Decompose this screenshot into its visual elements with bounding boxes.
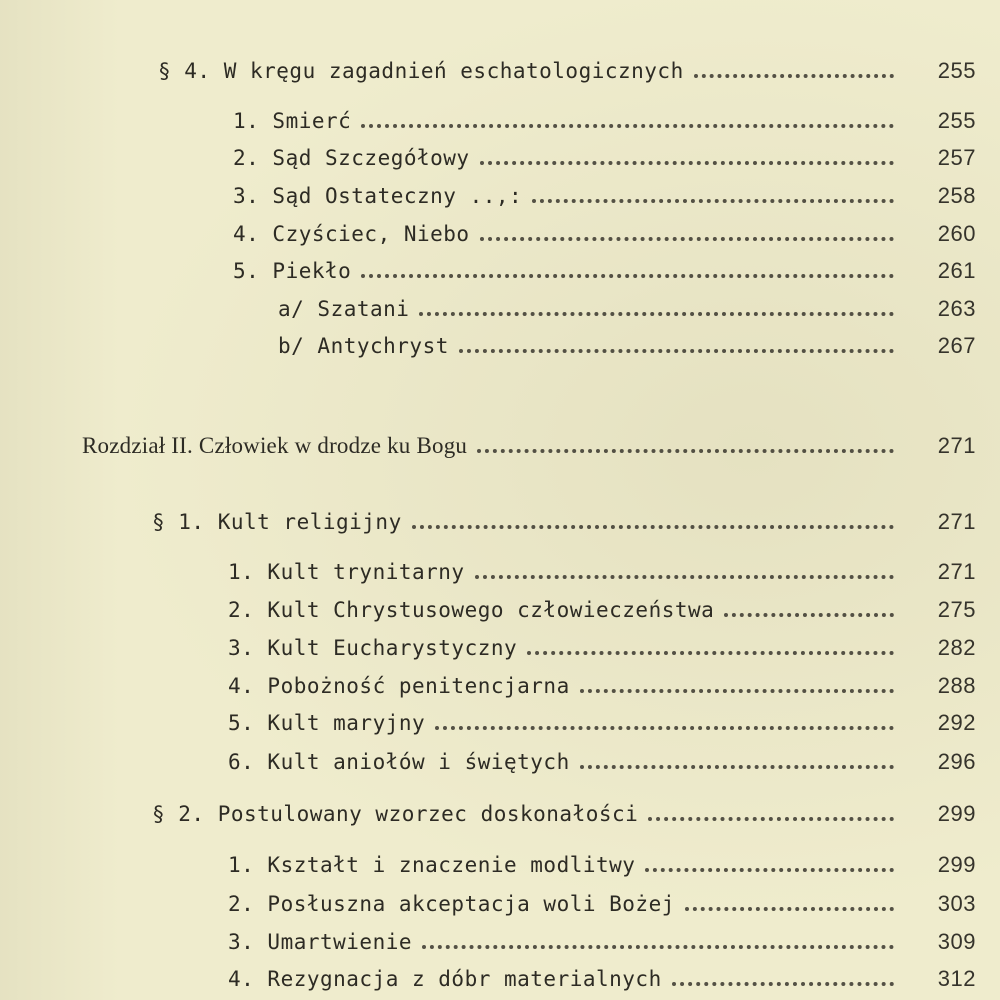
toc-entry-page: 288 <box>937 673 976 698</box>
toc-entry <box>228 745 976 779</box>
dot-leader <box>361 274 894 278</box>
toc-entry-page: 275 <box>937 597 976 622</box>
dot-leader <box>648 817 894 821</box>
toc-entry-page: 257 <box>937 145 976 170</box>
dot-leader <box>532 199 894 203</box>
toc-entry-chapter-2 <box>82 429 976 463</box>
toc-entry-page: 299 <box>937 852 976 877</box>
toc-entry-page: 303 <box>937 891 976 916</box>
toc-entry-page: 312 <box>937 966 976 991</box>
toc-entry-section-2 <box>152 797 976 831</box>
toc-entry-label: 4. Czyściec, Niebo <box>233 222 470 246</box>
toc-entry-page: 258 <box>937 183 976 208</box>
toc-entry-page: 271 <box>937 559 976 584</box>
toc-entry <box>228 706 976 740</box>
toc-entry-section-1 <box>152 505 976 539</box>
toc-entry <box>228 925 976 959</box>
toc-entry-label: 4. Pobożność penitencjarna <box>228 674 570 698</box>
toc-entry-page: 260 <box>937 221 976 246</box>
toc-entry-page: 271 <box>937 433 976 458</box>
dot-leader <box>480 237 894 241</box>
toc-entry-label: 6. Kult aniołów i świętych <box>228 750 570 774</box>
toc-entry-page: 255 <box>937 108 976 133</box>
toc-entry-page: 296 <box>937 749 976 774</box>
dot-leader <box>685 907 894 911</box>
dot-leader <box>480 161 894 165</box>
dot-leader <box>672 982 894 986</box>
toc-entry-label: 5. Kult maryjny <box>228 711 426 735</box>
toc-entry-page: 261 <box>937 258 976 283</box>
toc-entry-label: 1. Smierć <box>233 109 352 133</box>
toc-entry-section-4 <box>158 54 976 88</box>
toc-entry-label: b/ Antychryst <box>278 334 449 358</box>
dot-leader <box>475 575 894 579</box>
dot-leader <box>580 765 894 769</box>
toc-entry <box>278 292 976 326</box>
dot-leader <box>361 124 894 128</box>
toc-entry-label: 2. Posłuszna akceptacja woli Bożej <box>228 892 675 916</box>
toc-entry <box>228 593 976 627</box>
toc-entry-label: 2. Sąd Szczegółowy <box>233 146 470 170</box>
toc-entry-label: § 2. Postulowany wzorzec doskonałości <box>152 802 639 826</box>
dot-leader <box>694 74 894 78</box>
toc-entry-page: 263 <box>937 296 976 321</box>
toc-entry <box>233 217 976 251</box>
toc-entry-label: 3. Kult Eucharystyczny <box>228 636 518 660</box>
toc-entry <box>228 631 976 665</box>
dot-leader <box>422 945 894 949</box>
dot-leader <box>435 726 894 730</box>
toc-entry <box>233 141 976 175</box>
dot-leader <box>645 868 894 872</box>
dot-leader <box>419 312 894 316</box>
dot-leader <box>477 449 894 453</box>
toc-entry-label: 4. Rezygnacja z dóbr materialnych <box>228 967 662 991</box>
dot-leader <box>459 349 894 353</box>
dot-leader <box>527 651 894 655</box>
toc-entry-label: 3. Umartwienie <box>228 930 413 954</box>
toc-entry-label: § 1. Kult religijny <box>152 510 402 534</box>
toc-entry-page: 299 <box>937 801 976 826</box>
toc-entry <box>233 254 976 288</box>
toc-entry <box>228 962 976 996</box>
toc-entry <box>228 848 976 882</box>
toc-entry <box>228 887 976 921</box>
toc-entry-label: Rozdział II. Człowiek w drodze ku Bogu <box>82 433 468 458</box>
toc-entry-label: a/ Szatani <box>278 297 410 321</box>
toc-entry <box>278 329 976 363</box>
toc-entry <box>233 179 976 213</box>
toc-entry-label: 2. Kult Chrystusowego człowieczeństwa <box>228 598 715 622</box>
toc-entry-label: 5. Piekło <box>233 259 352 283</box>
toc-entry-label: 3. Sąd Ostateczny ..,: <box>233 184 523 208</box>
toc-entry <box>228 669 976 703</box>
toc-entry-page: 255 <box>937 58 976 83</box>
toc-entry-label: 1. Kult trynitarny <box>228 560 465 584</box>
dot-leader <box>724 613 894 617</box>
toc-entry <box>228 555 976 589</box>
toc-entry-page: 292 <box>937 710 976 735</box>
toc-entry-page: 282 <box>937 635 976 660</box>
dot-leader <box>580 689 894 693</box>
toc-entry-label: § 4. W kręgu zagadnień eschatologicznych <box>158 59 684 83</box>
toc-entry-label: 1. Kształt i znaczenie modlitwy <box>228 853 636 877</box>
toc-entry <box>233 104 976 138</box>
toc-entry-page: 309 <box>937 929 976 954</box>
toc-entry-page: 271 <box>937 509 976 534</box>
toc-entry-page: 267 <box>937 333 976 358</box>
dot-leader <box>412 525 894 529</box>
